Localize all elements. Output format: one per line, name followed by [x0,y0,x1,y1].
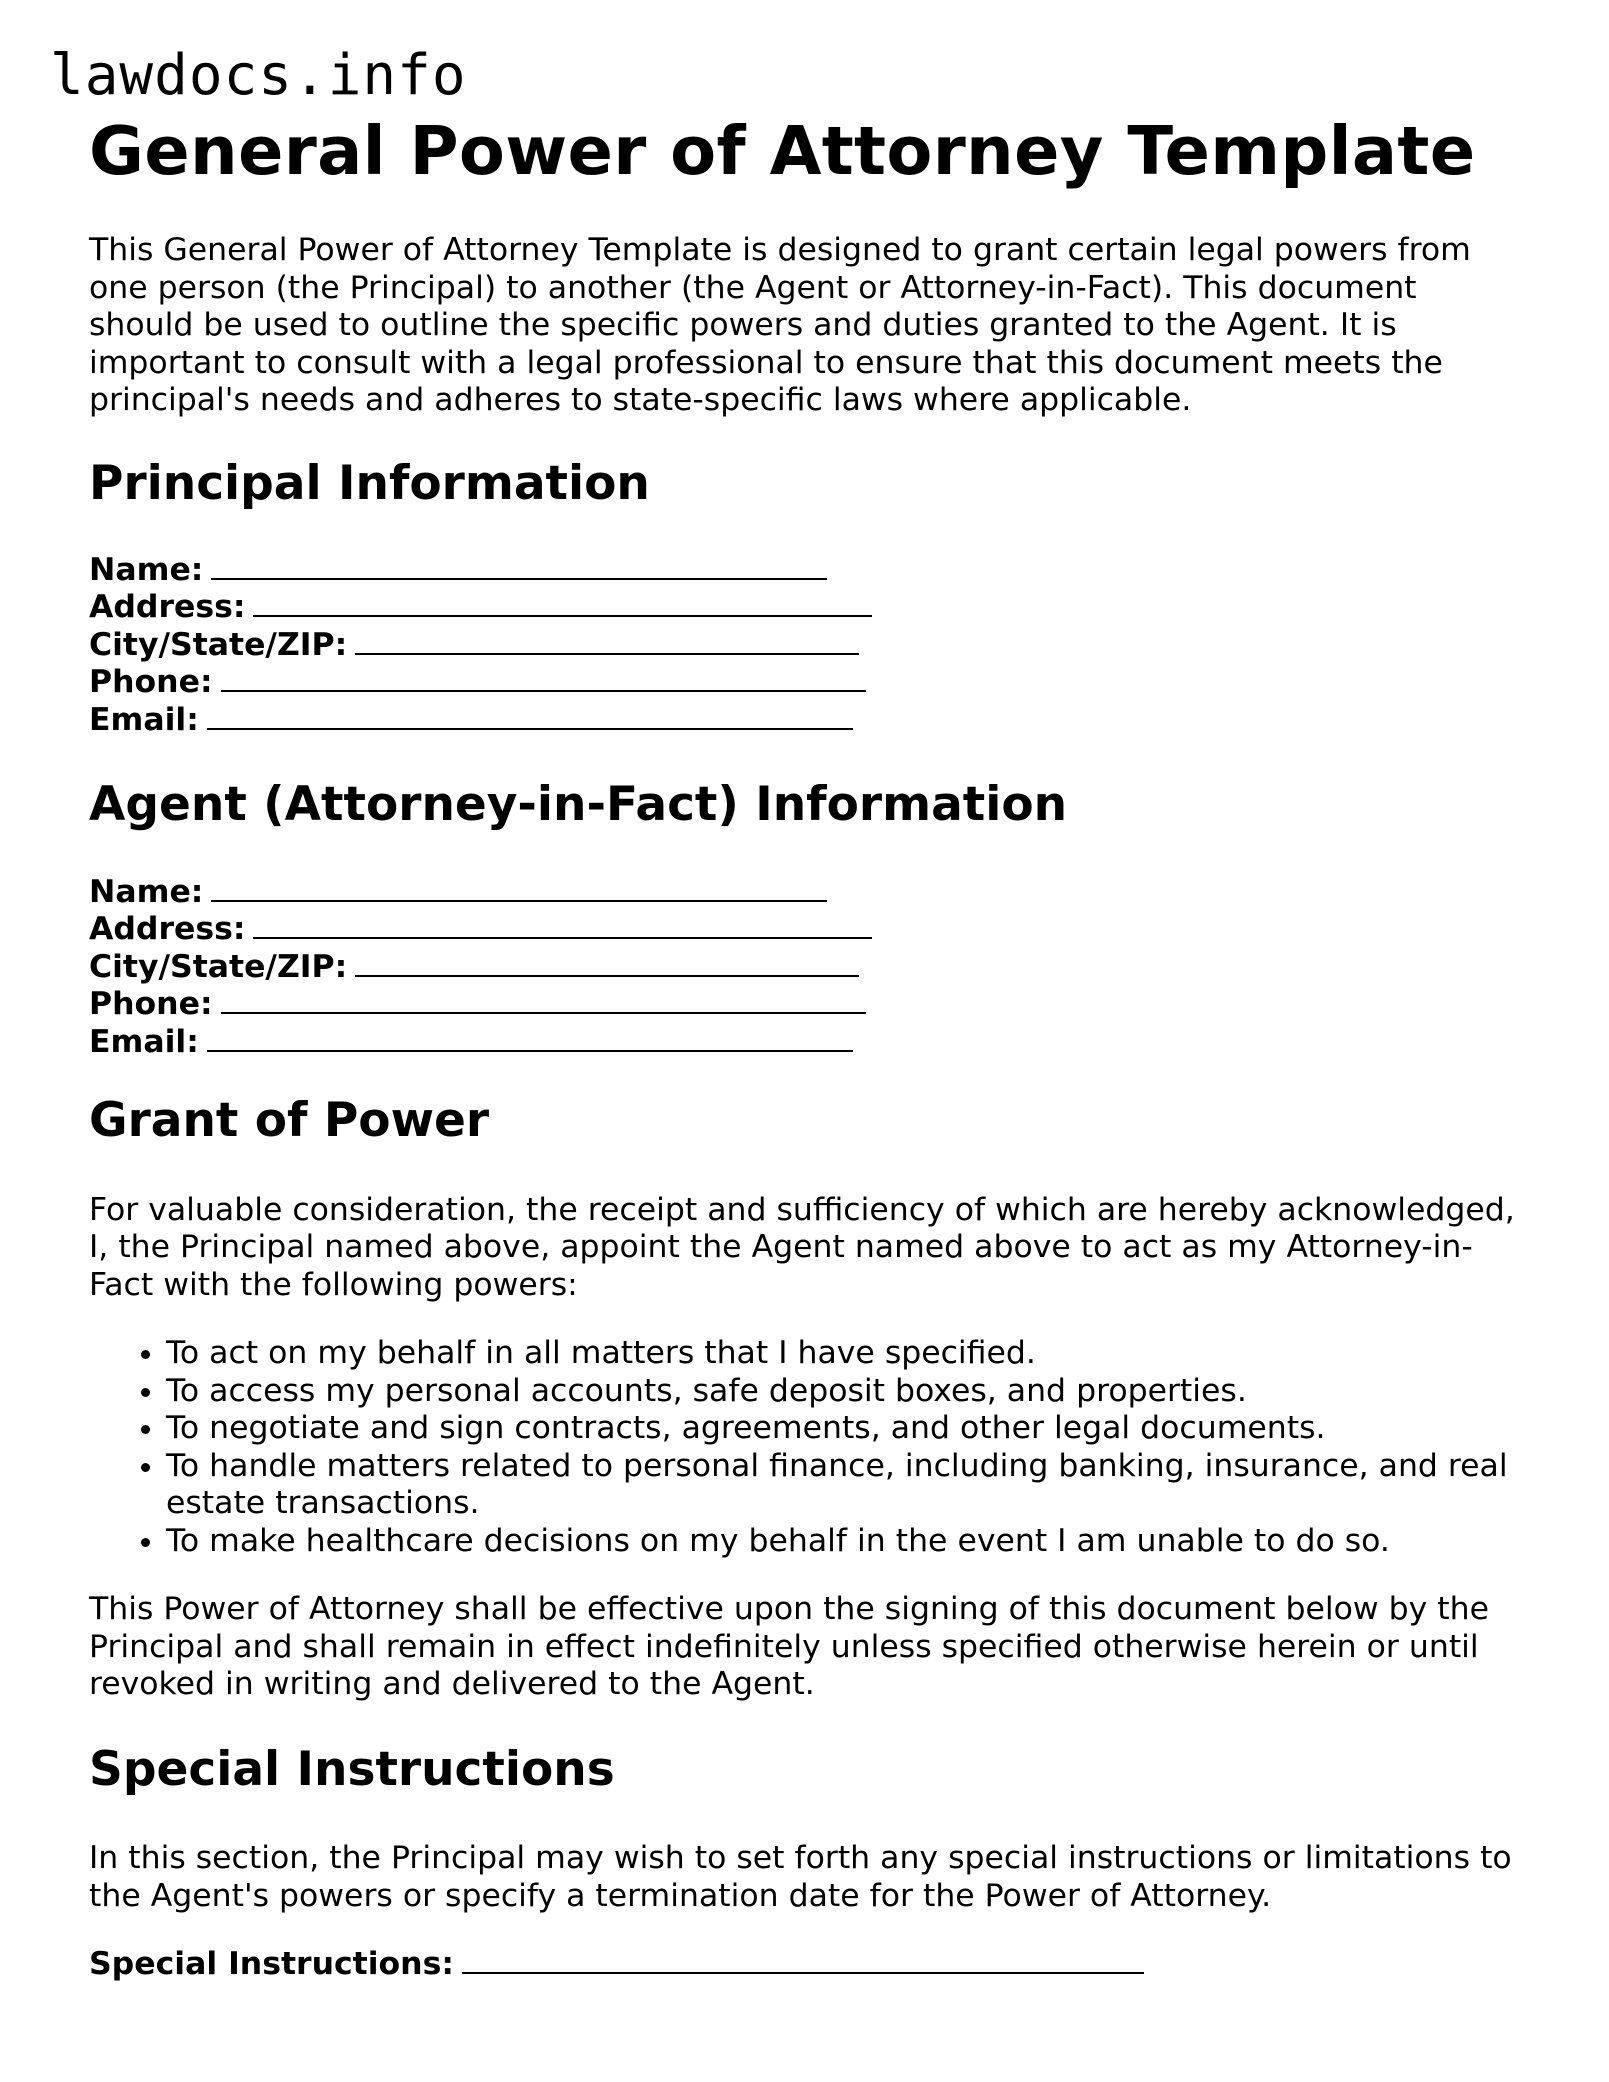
principal-heading: Principal Information [89,455,650,511]
principal-fields [89,552,1520,740]
agent-address-blank[interactable] [253,913,872,939]
principal-phone-row [89,664,1520,702]
principal-city-label: City/State/ZIP: [89,626,348,663]
special-heading: Special Instructions [89,1741,615,1797]
principal-email-label: Email: [89,701,199,738]
list-item: • To access my personal accounts, safe deposit boxes, and properties. [166,1373,1520,1411]
principal-address-row [89,589,1520,627]
intro-paragraph: This General Power of Attorney Template is designed to grant certain legal powers from one person (the Principal) to another (the Agent or Attorney-in-Fact). This document should be used to outline the specific powers and duties granted to the Agent. It is important to consult with a legal professional to ensure that this document meets the principal's needs and adheres to state-specific laws where applicable. [89,232,1471,419]
special-paragraph: In this section, the Principal may wish to set forth any special instructions or limitations to the Agent's powers or specify a termination date for the Power of Attorney. [89,1840,1512,1914]
agent-phone-label: Phone: [89,986,213,1023]
agent-fields [89,874,1520,1062]
principal-phone-label: Phone: [89,664,213,701]
principal-name-row [89,552,1520,590]
agent-phone-blank[interactable] [221,988,866,1014]
list-item: • To act on my behalf in all matters that I have specified. [166,1335,1520,1373]
agent-address-label: Address: [89,911,246,948]
principal-email-blank[interactable] [207,704,853,730]
principal-email-row [89,702,1520,740]
agent-address-row [89,911,1520,949]
agent-email-label: Email: [89,1023,199,1060]
agent-city-blank[interactable] [355,951,859,977]
special-instructions-row [89,1946,1520,1984]
list-item: • To handle matters related to personal finance, including banking, insurance, and real estate transactions. [166,1448,1520,1523]
agent-heading: Agent (Attorney-in-Fact) Information [89,777,1068,833]
agent-email-row [89,1024,1520,1062]
principal-city-blank[interactable] [355,629,859,655]
agent-name-row [89,874,1520,912]
grant-heading: Grant of Power [89,1093,490,1149]
special-instructions-blank[interactable] [462,1948,1144,1974]
effective-paragraph: This Power of Attorney shall be effective upon the signing of this document below by the Principal and shall remain in effect indefinitely unless specified otherwise herein or until revoked in writing and delivered to the Agent. [89,1591,1489,1703]
principal-name-label: Name: [89,551,204,588]
principal-city-row [89,627,1520,665]
site-watermark: lawdocs.info [50,43,467,108]
agent-city-label: City/State/ZIP: [89,948,348,985]
agent-name-blank[interactable] [211,876,827,902]
powers-list [89,1335,1520,1560]
agent-city-row [89,949,1520,987]
agent-phone-row [89,986,1520,1024]
special-instructions-label: Special Instructions: [89,1946,454,1983]
list-item: • To negotiate and sign contracts, agreements, and other legal documents. [166,1410,1520,1448]
principal-address-label: Address: [89,589,246,626]
document-title: General Power of Attorney Template [89,112,1476,190]
agent-name-label: Name: [89,873,204,910]
principal-name-blank[interactable] [211,554,827,580]
principal-phone-blank[interactable] [221,666,866,692]
list-item: • To make healthcare decisions on my behalf in the event I am unable to do so. [166,1523,1520,1561]
agent-email-blank[interactable] [207,1026,853,1052]
principal-address-blank[interactable] [253,591,872,617]
grant-paragraph: For valuable consideration, the receipt and sufficiency of which are hereby acknowledged, I, the Principal named above, appoint the Agent named above to act as my Attorney-in-Fact with the following powers: [89,1191,1515,1303]
